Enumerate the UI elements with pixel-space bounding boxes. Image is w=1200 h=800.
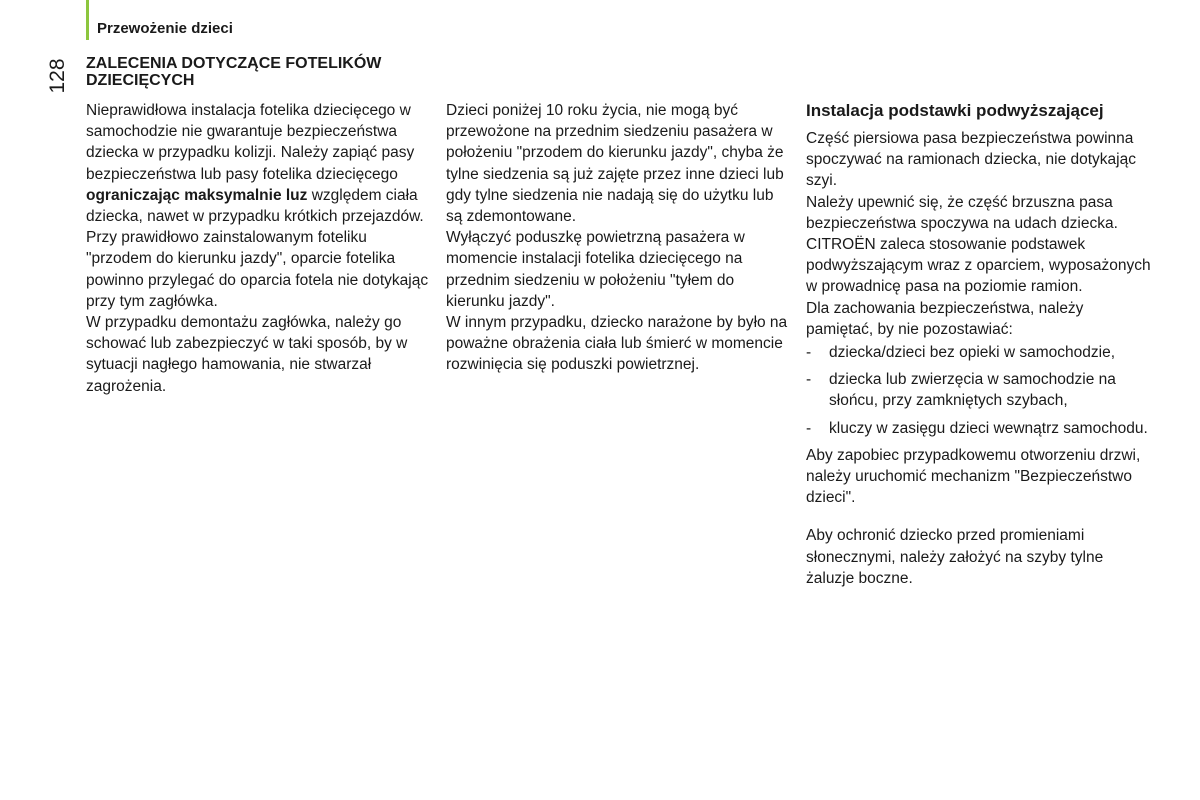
column3-paragraph-2: Należy upewnić się, że część brzuszna pasa bezpieczeństwa spoczywa na udach dziecka.	[806, 193, 1118, 232]
warning-list	[806, 342, 1151, 439]
column2-paragraph-2: Wyłączyć poduszkę powietrzną pasażera w momencie instalacji fotelika dziecięcego na przednim siedzeniu w położeniu "tyłem do kierunku jazdy".	[446, 229, 745, 310]
section-title: Przewożenie dzieci	[97, 20, 233, 37]
column1-p1-bold: ograniczając maksymalnie luz	[86, 186, 308, 204]
column3-paragraph-5: Aby zapobiec przypadkowemu otworzeniu drzwi, należy uruchomić mechanizm "Bezpieczeństwo dzieci".	[806, 446, 1141, 507]
list-item	[806, 369, 1151, 411]
bullet-marker: -	[806, 419, 812, 437]
column3-paragraph-3: CITROËN zaleca stosowanie podstawek podwyższającym wraz z oparciem, wyposażonych w prowadnicę pasa na poziomie ramion.	[806, 236, 1151, 296]
column1-p1-end: względem ciała dziecka, nawet w przypadku krótkich przejazdów.	[86, 186, 424, 226]
list-item-text: dziecka/dzieci bez opieki w samochodzie,	[829, 344, 1116, 362]
bullet-marker: -	[806, 371, 812, 389]
bullet-marker: -	[806, 344, 812, 362]
column1-paragraph-2: Przy prawidłowo zainstalowanym foteliku "przodem do kierunku jazdy", oparcie fotelika powinno przylegać do oparcia fotela nie dotykając przy tym zagłówka.	[86, 229, 429, 310]
column1-paragraph-3: W przypadku demontażu zagłówka, należy go schować lub zabezpieczyć w taki sposób, by w sytuacji nagłego hamowania, nie stwarzał zagrożenia.	[86, 314, 408, 395]
booster-seat-heading: Instalacja podstawki podwyższającej	[806, 101, 1104, 120]
list-item	[806, 342, 1151, 363]
column-3	[806, 100, 1151, 589]
page-number: 128	[46, 58, 69, 94]
column3-paragraph-1: Część piersiowa pasa bezpieczeństwa powinna spoczywać na ramionach dziecka, nie dotykając szyi.	[806, 130, 1136, 190]
column2-paragraph-3: W innym przypadku, dziecko narażone by było na poważne obrażenia ciała lub śmierć w momencie rozwinięcia się poduszki powietrznej.	[446, 314, 788, 374]
list-item	[806, 418, 1151, 439]
column-1	[86, 100, 431, 397]
list-item-text: kluczy w zasięgu dzieci wewnątrz samochodu.	[829, 419, 1148, 437]
column1-paragraph-1	[86, 100, 431, 227]
column3-paragraph-6: Aby ochronić dziecko przed promieniami słonecznymi, należy założyć na szyby tylne żaluzje boczne.	[806, 527, 1104, 587]
main-heading: ZALECENIA DOTYCZĄCE FOTELIKÓW DZIECIĘCYCH	[86, 55, 382, 89]
column1-p1-start: Nieprawidłowa instalacja fotelika dziecięcego w samochodzie nie gwarantuje bezpieczeństwa dziecka w przypadku kolizji. Należy zapiąć pasy bezpieczeństwa lub pasy fotelika dziecięcego	[86, 102, 415, 183]
list-item-text: dziecka lub zwierzęcia w samochodzie na słońcu, przy zamkniętych szybach,	[829, 371, 1116, 410]
section-accent-bar	[86, 0, 89, 40]
column2-paragraph-1: Dzieci poniżej 10 roku życia, nie mogą być przewożone na przednim siedzeniu pasażera w położeniu "przodem do kierunku jazdy", chyba że tylne siedzenia są już zajęte przez inne dzieci lub gdy tylne siedzenia nie nadają się do użytku lub są zdemontowane.	[446, 102, 784, 226]
column3-paragraph-4: Dla zachowania bezpieczeństwa, należy pamiętać, by nie pozostawiać:	[806, 299, 1084, 338]
column-2	[446, 100, 788, 376]
